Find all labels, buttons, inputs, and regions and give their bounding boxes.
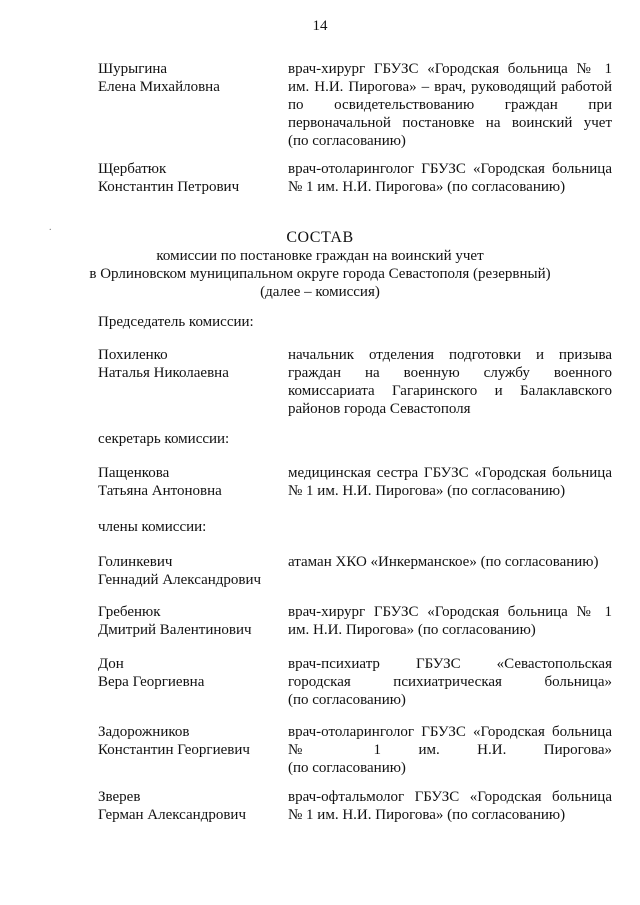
person-name: [98, 464, 278, 500]
heading-title: СОСТАВ: [286, 229, 354, 246]
desc-line: начальник отделения подготовки и призыва: [288, 347, 612, 363]
heading-line: комиссии по постановке граждан на воинский учет: [156, 248, 484, 264]
given-names: Елена Михайловна: [98, 79, 220, 95]
person-name: [98, 723, 278, 759]
desc-line: (по согласованию): [288, 133, 406, 149]
surname: Пащенкова: [98, 465, 170, 481]
person-name: [98, 346, 278, 382]
desc-line: врач-офтальмолог ГБУЗС «Городская больница: [288, 789, 612, 805]
desc-line: им. Н.И. Пирогова» (по согласованию): [288, 622, 536, 638]
given-names: Константин Петрович: [98, 179, 240, 195]
position-description: [288, 464, 612, 500]
person-name: [98, 655, 278, 691]
desc-line: атаман ХКО «Инкерманское» (по согласованию): [288, 554, 599, 570]
given-names: Геннадий Александрович: [98, 572, 262, 588]
surname: Шурыгина: [98, 61, 168, 77]
position-description: [288, 553, 612, 571]
position-description: [288, 346, 612, 418]
desc-line: врач-психиатр ГБУЗС «Севастопольская: [288, 656, 612, 672]
position-description: [288, 60, 612, 150]
members-label: члены комиссии:: [98, 519, 207, 535]
desc-line: № 1 им. Н.И. Пирогова» (по согласованию): [288, 483, 566, 499]
desc-line: первоначальной постановке на воинский учет: [288, 115, 612, 131]
given-names: Вера Георгиевна: [98, 674, 205, 690]
position-description: [288, 603, 612, 639]
surname: Зверев: [98, 789, 141, 805]
desc-line: граждан на военную службу военного: [288, 365, 612, 381]
surname: Щербатюк: [98, 161, 167, 177]
person-name: [98, 60, 278, 96]
desc-line: городская психиатрическая больница»: [288, 674, 612, 690]
surname: Голинкевич: [98, 554, 173, 570]
position-description: [288, 160, 612, 196]
desc-line: врач-хирург ГБУЗС «Городская больница № 1: [288, 61, 612, 77]
desc-line: (по согласованию): [288, 760, 406, 776]
heading-line: (далее – комиссия): [260, 284, 380, 300]
desc-line: по освидетельствованию граждан при: [288, 97, 612, 113]
surname: Гребенюк: [98, 604, 161, 620]
desc-line: № 1 им. Н.И. Пирогова»: [288, 742, 612, 758]
desc-line: им. Н.И. Пирогова» – врач, руководящий работой: [288, 79, 612, 95]
desc-line: медицинская сестра ГБУЗС «Городская больница: [288, 465, 612, 481]
given-names: Дмитрий Валентинович: [98, 622, 252, 638]
given-names: Наталья Николаевна: [98, 365, 229, 381]
desc-line: районов города Севастополя: [288, 401, 471, 417]
desc-line: врач-хирург ГБУЗС «Городская больница № 1: [288, 604, 612, 620]
section-heading: [0, 229, 640, 301]
desc-line: врач-отоларинголог ГБУЗС «Городская больница: [288, 161, 612, 177]
desc-line: № 1 им. Н.И. Пирогова» (по согласованию): [288, 179, 566, 195]
desc-line: (по согласованию): [288, 692, 406, 708]
person-name: [98, 553, 278, 589]
chair-label: Председатель комиссии:: [98, 314, 254, 330]
given-names: Константин Георгиевич: [98, 742, 250, 758]
desc-line: № 1 им. Н.И. Пирогова» (по согласованию): [288, 807, 566, 823]
person-name: [98, 603, 278, 639]
desc-line: врач-отоларинголог ГБУЗС «Городская больница: [288, 724, 612, 740]
surname: Дон: [98, 656, 124, 672]
surname: Задорожников: [98, 724, 190, 740]
heading-line: в Орлиновском муниципальном округе города Севастополя (резервный): [89, 266, 551, 282]
person-name: [98, 160, 278, 196]
given-names: Герман Александрович: [98, 807, 246, 823]
margin-mark: .: [49, 222, 52, 233]
position-description: [288, 723, 612, 777]
position-description: [288, 788, 612, 824]
secretary-label: секретарь комиссии:: [98, 431, 230, 447]
position-description: [288, 655, 612, 709]
page-number: 14: [312, 18, 328, 34]
person-name: [98, 788, 278, 824]
desc-line: комиссариата Гагаринского и Балаклавского: [288, 383, 612, 399]
given-names: Татьяна Антоновна: [98, 483, 222, 499]
surname: Похиленко: [98, 347, 168, 363]
